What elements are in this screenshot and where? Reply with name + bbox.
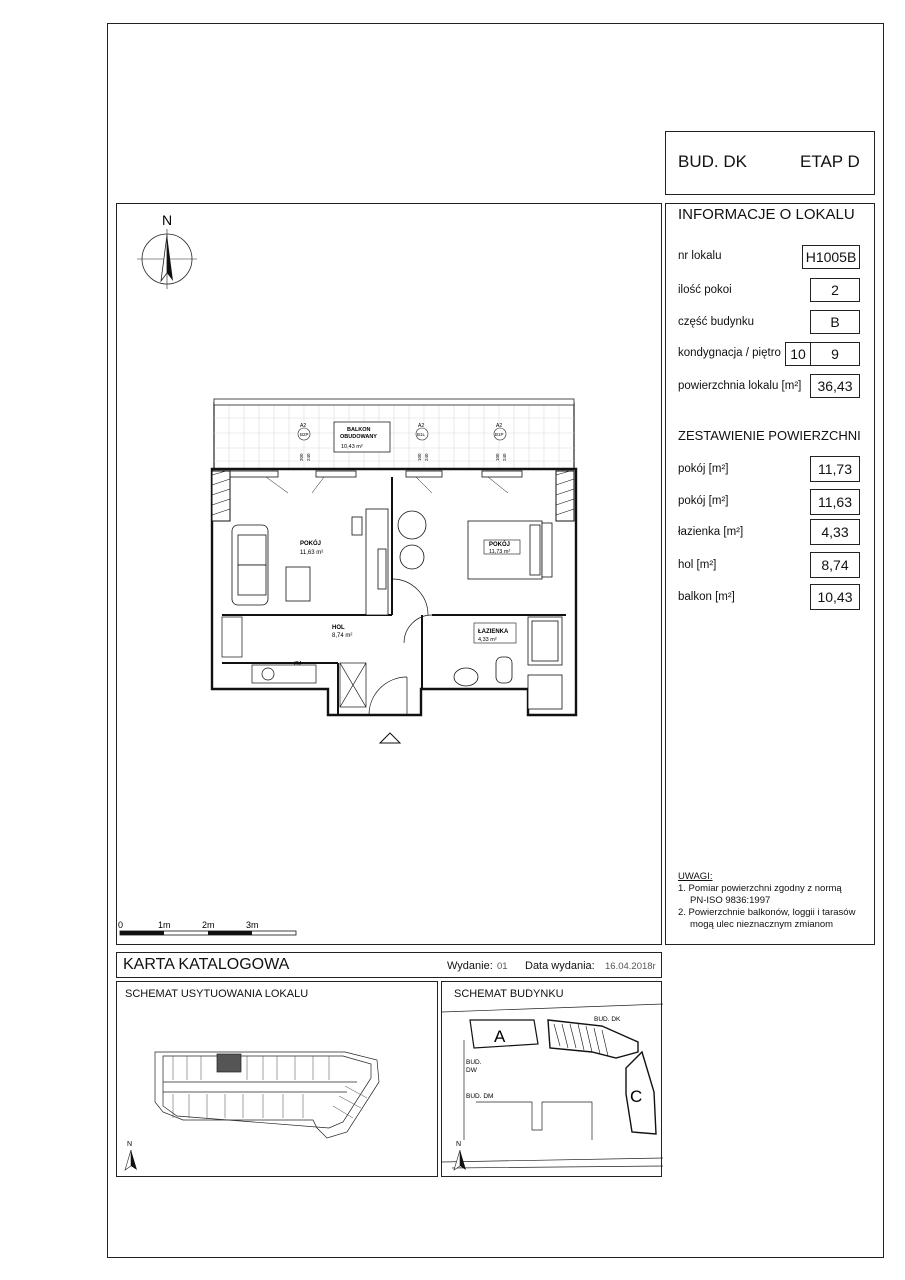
area-value-room1: 11,73 xyxy=(810,456,860,482)
wardrobe-icon xyxy=(352,509,388,615)
location-north-icon xyxy=(125,1141,137,1170)
room-label-living: POKÓJ xyxy=(300,541,322,547)
note-line-3: 2. Powierzchnie balkonów, loggii i tarasów xyxy=(678,907,856,918)
area-label-room1: pokój [m²] xyxy=(678,463,729,475)
area-value-balcony: 10,43 xyxy=(810,584,860,610)
building-dw-label-2: DW xyxy=(466,1067,477,1074)
building-dw-label-1: BUD. xyxy=(466,1059,482,1066)
window-height: 240 xyxy=(502,453,507,461)
areas-title: ZESTAWIENIE POWIERZCHNI xyxy=(678,428,861,443)
door-frames xyxy=(230,471,522,493)
room-label-bedroom: POKÓJ xyxy=(489,542,511,548)
armchair-icon xyxy=(398,511,426,569)
window-tag: A2 xyxy=(418,423,425,429)
edition-label: Wydanie: xyxy=(447,960,493,972)
location-north-label: N xyxy=(127,1141,133,1148)
building-a-label: A xyxy=(494,1027,506,1046)
north-arrow-icon xyxy=(137,212,197,289)
area-label-room2: pokój [m²] xyxy=(678,495,729,507)
scale-label-0: 0 xyxy=(118,920,124,930)
info-value-storey: 10 xyxy=(785,342,811,366)
catalog-title: KARTA KATALOGOWA xyxy=(123,956,290,973)
room-area-balcony: 10,43 m² xyxy=(341,444,363,450)
table-icon xyxy=(286,567,310,601)
scale-label-3m: 3m xyxy=(246,920,259,930)
header-box xyxy=(665,131,875,195)
info-value-unit-number: H1005B xyxy=(802,245,860,269)
north-label: N xyxy=(162,212,173,228)
note-line-4: mogą ulec nieznacznym zmianom xyxy=(690,919,834,930)
building-dk-label: BUD. DK xyxy=(594,1016,621,1023)
building-scheme-drawing xyxy=(442,982,663,1178)
scale-bar xyxy=(118,920,296,935)
sofa-icon xyxy=(232,525,268,605)
entrance-marker-icon xyxy=(380,733,400,743)
notes-title: UWAGI: xyxy=(678,871,713,882)
zm-label: ZM xyxy=(294,661,302,667)
location-scheme-title: SCHEMAT USYTUOWANIA LOKALU xyxy=(125,988,309,1000)
info-title: INFORMACJE O LOKALU xyxy=(678,206,855,223)
floor-plan xyxy=(116,203,662,945)
window-code: B1L xyxy=(417,432,426,437)
window-height: 100 xyxy=(495,453,500,461)
info-label-unit-number: nr lokalu xyxy=(678,250,722,262)
stage-name: ETAP D xyxy=(800,152,860,171)
building-north-icon xyxy=(454,1141,466,1170)
location-scheme xyxy=(116,981,438,1177)
info-value-building-part: B xyxy=(810,310,860,334)
info-label-area: powierzchnia lokalu [m²] xyxy=(678,380,802,392)
room-area-bedroom: 11,73 m² xyxy=(489,549,511,555)
building-dm-label: BUD. DM xyxy=(466,1093,494,1100)
area-label-hall: hol [m²] xyxy=(678,559,717,571)
room-label-hall: HOL xyxy=(332,625,345,631)
info-value-rooms: 2 xyxy=(810,278,860,302)
balcony xyxy=(214,399,574,469)
room-area-bathroom: 4,33 m² xyxy=(478,637,497,643)
window-code: B2P xyxy=(300,432,309,437)
room-label-balcony-2: OBUDOWANY xyxy=(340,434,377,440)
footer-title-box xyxy=(116,952,662,978)
room-area-hall: 8,74 m² xyxy=(332,633,353,639)
info-label-rooms: ilość pokoi xyxy=(678,284,732,296)
window-height: 100 xyxy=(417,453,422,461)
area-label-bathroom: łazienka [m²] xyxy=(678,526,744,538)
window-height: 200 xyxy=(299,453,304,461)
info-value-floor: 9 xyxy=(810,342,860,366)
info-label-building-part: część budynku xyxy=(678,316,755,328)
info-label-floor: kondygnacja / piętro xyxy=(678,347,781,359)
date-value: 16.04.2018r xyxy=(605,961,656,972)
info-panel xyxy=(665,203,875,945)
building-name: BUD. DK xyxy=(678,152,747,171)
info-value-area: 36,43 xyxy=(810,374,860,398)
building-dk-shape xyxy=(548,1020,638,1058)
scale-label-2m: 2m xyxy=(202,920,215,930)
scale-label-1m: 1m xyxy=(158,920,171,930)
window-code: B1P xyxy=(495,432,504,437)
edition-value: 01 xyxy=(497,961,508,972)
area-value-bathroom: 4,33 xyxy=(810,519,860,545)
area-value-room2: 11,63 xyxy=(810,489,860,515)
building-north-label: N xyxy=(456,1141,462,1148)
building-scheme xyxy=(441,981,662,1177)
note-line-1: 1. Pomiar powierzchni zgodny z normą xyxy=(678,883,842,894)
area-value-hall: 8,74 xyxy=(810,552,860,578)
building-scheme-title: SCHEMAT BUDYNKU xyxy=(454,988,564,1000)
room-label-bathroom: ŁAZIENKA xyxy=(478,629,509,635)
building-c-label: C xyxy=(630,1087,643,1106)
location-scheme-drawing xyxy=(117,982,439,1178)
window-height: 240 xyxy=(306,453,311,461)
note-line-2: PN-ISO 9836:1997 xyxy=(690,895,771,906)
window-tag: A2 xyxy=(300,423,307,429)
room-label-balcony: BALKON xyxy=(347,427,371,433)
window-height: 240 xyxy=(424,453,429,461)
area-label-balcony: balkon [m²] xyxy=(678,591,735,603)
window-tag: A2 xyxy=(496,423,503,429)
date-label: Data wydania: xyxy=(525,960,595,972)
room-area-living: 11,63 m² xyxy=(300,550,324,556)
